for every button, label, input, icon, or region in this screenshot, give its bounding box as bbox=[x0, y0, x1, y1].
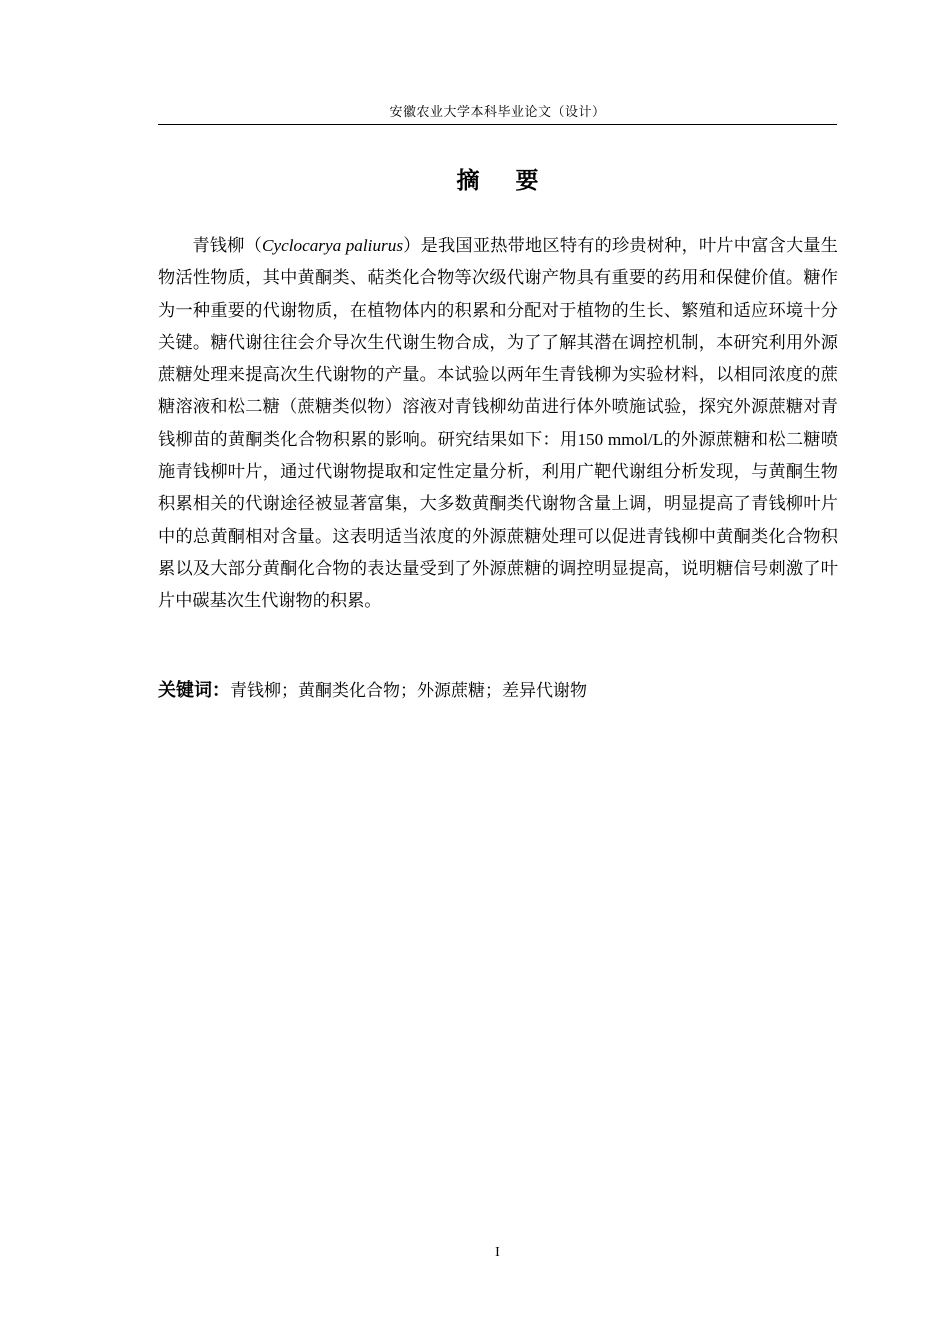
species-name: Cyclocarya paliurus bbox=[261, 236, 404, 255]
keywords-text: 青钱柳；黄酮类化合物；外源蔗糖；差异代谢物 bbox=[230, 681, 587, 701]
concentration-value: 150 mmol/L bbox=[577, 429, 664, 449]
keywords-line bbox=[158, 675, 838, 707]
abstract-text-part1: 青钱柳（ bbox=[192, 236, 262, 256]
abstract-text-part3: 的外源蔗糖和松二糖喷施青钱柳叶片，通过代谢物提取和定性定量分析，利用广靶代谢组分析发现，与黄酮生物积累相关的代谢途径被显著富集，大多数黄酮类代谢物含量上调，明显提高了青钱柳叶片中的总黄酮相对含量。这表明适当浓度的外源蔗糖处理可以促进青钱柳中黄酮类化合物积累以及大部分黄酮化合物的表达量受到了外源蔗糖的调控明显提高，说明糖信号刺激了叶片中碳基次生代谢物的积累。 bbox=[158, 429, 838, 612]
page-number: I bbox=[495, 1245, 500, 1260]
abstract-body bbox=[158, 230, 838, 618]
abstract-title: 摘 要 bbox=[456, 168, 553, 194]
abstract-text-part2: ）是我国亚热带地区特有的珍贵树种，叶片中富含大量生物活性物质，其中黄酮类、萜类化合物等次级代谢产物具有重要的药用和保健价值。糖作为一种重要的代谢物质，在植物体内的积累和分配对于植物的生长、繁殖和适应环境十分关键。糖代谢往往会介导次生代谢生物合成，为了了解其潜在调控机制，本研究利用外源蔗糖处理来提高次生代谢物的产量。本试验以两年生青钱柳为实验材料，以相同浓度的蔗糖溶液和松二糖（蔗糖类似物）溶液对青钱柳幼苗进行体外喷施试验，探究外源蔗糖对青钱柳苗的黄酮类化合物积累的影响。研究结果如下：用 bbox=[158, 236, 838, 450]
keywords-label: 关键词： bbox=[158, 680, 230, 701]
header-rule bbox=[158, 124, 837, 125]
running-header: 安徽农业大学本科毕业论文（设计） bbox=[389, 105, 606, 120]
